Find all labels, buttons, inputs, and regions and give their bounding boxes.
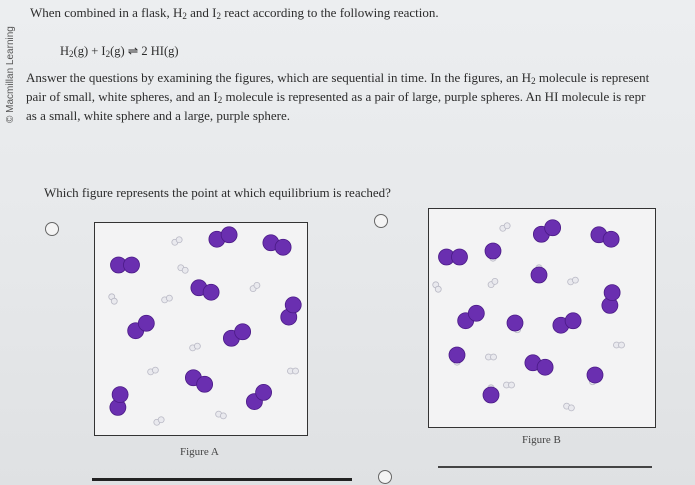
hydrogen-atom [491,354,497,360]
i2-molecule [439,249,468,265]
hydrogen-atom [152,367,158,373]
hi-molecule [587,367,603,385]
h2-molecule [216,411,227,419]
iodine-atom [256,384,272,400]
h2-molecule [148,367,159,375]
intro-text: When combined in a flask, $H_2$ and $I_2$ react according to the following reaction. [30,5,439,21]
h2-molecule [614,342,625,348]
iodine-atom [452,249,468,265]
hydrogen-atom [111,298,117,304]
hydrogen-atom [293,368,299,374]
iodine-atom [275,239,291,255]
figure-b-molecules [429,209,655,427]
i2-molecule [209,227,237,247]
h2-molecule [109,294,118,304]
iodine-atom [285,297,301,313]
instructions-line-2: pair of small, white spheres, and an $I_2$ molecule is represented as a pair of large, purple spheres. An HI molecule is repr [26,89,646,105]
iodine-atom [138,315,154,331]
i2-molecule [602,285,620,314]
h2-molecule [568,277,579,285]
iodine-atom [449,347,465,363]
hydrogen-atom [492,278,498,284]
hydrogen-atom [509,382,515,388]
iodine-atom [483,387,499,403]
h2-molecule [500,223,510,232]
i2-molecule [263,235,291,255]
figure-b-caption: Figure B [522,434,561,446]
hydrogen-atom [166,295,172,301]
hydrogen-atom [176,237,182,243]
hydrogen-atom [254,282,260,288]
iodine-atom [531,267,547,283]
iodine-atom [507,315,523,331]
figure-a-box [94,222,308,436]
iodine-atom [197,376,213,392]
iodine-atom [587,367,603,383]
i2-molecule [246,384,271,409]
i2-molecule [591,227,619,247]
reaction-equation: $H_2(g) + I_2(g)$ ⇌ 2 HI(g) [60,44,179,59]
figure-b-radio[interactable] [374,214,388,228]
figure-a-radio[interactable] [45,222,59,236]
iodine-atom [485,243,501,259]
h2-molecule [488,278,498,287]
hydrogen-atom [220,413,226,419]
iodine-atom [604,285,620,301]
equilibrium-arrow: ⇌ [127,44,139,58]
hydrogen-atom [194,343,200,349]
hi-molecule [507,315,523,333]
iodine-atom [203,284,219,300]
h2-molecule [154,417,164,426]
hydrogen-atom [435,286,441,292]
hi-molecule [449,347,465,365]
next-figure-edge-right [438,466,652,468]
hydrogen-atom [619,342,625,348]
figure-b-box [428,208,656,428]
i2-molecule [191,280,219,300]
question-text: Which figure represents the point at which equilibrium is reached? [44,185,391,200]
instructions-line-1: Answer the questions by examining the figures, which are sequential in time. In the figures, an $H_2$ molecule is represent [26,70,650,86]
iodine-atom [565,313,581,329]
hydrogen-atom [568,405,574,411]
h2-molecule [190,343,201,351]
h2-molecule [564,403,575,411]
hi-molecule [485,243,501,261]
iodine-atom [235,324,251,340]
h2-molecule [172,237,182,246]
hi-molecule [483,385,499,403]
iodine-atom [603,231,619,247]
figure-a-caption: Figure A [180,446,219,458]
next-figure-edge-left [92,478,352,481]
h2-molecule [250,282,260,291]
h2-molecule [288,368,299,374]
h2-molecule [504,382,515,388]
i2-molecule [111,257,140,273]
i2-molecule [281,297,301,325]
next-option-radio[interactable] [378,470,392,484]
iodine-atom [124,257,140,273]
i2-molecule [223,324,250,347]
iodine-atom [468,305,484,321]
hydrogen-atom [572,277,578,283]
i2-molecule [533,220,560,243]
figure-a-molecules [95,223,307,435]
hydrogen-atom [504,223,510,229]
i2-molecule [553,313,581,333]
h2-molecule [178,265,188,274]
iodine-atom [221,227,237,243]
i2-molecule [185,370,212,393]
hydrogen-atom [182,267,188,273]
i2-molecule [458,305,485,328]
instructions-line-3: as a small, white sphere and a large, purple sphere. [26,108,290,123]
i2-molecule [525,355,553,375]
h2-molecule [486,354,497,360]
iodine-atom [545,220,561,236]
hi-molecule [531,265,547,283]
h2-molecule [433,282,442,292]
i2-molecule [128,315,155,338]
hydrogen-atom [158,417,164,423]
i2-molecule [110,387,128,416]
copyright-label: © Macmillan Learning [5,26,16,123]
iodine-atom [112,387,128,403]
h2-molecule [162,295,173,303]
iodine-atom [537,359,553,375]
